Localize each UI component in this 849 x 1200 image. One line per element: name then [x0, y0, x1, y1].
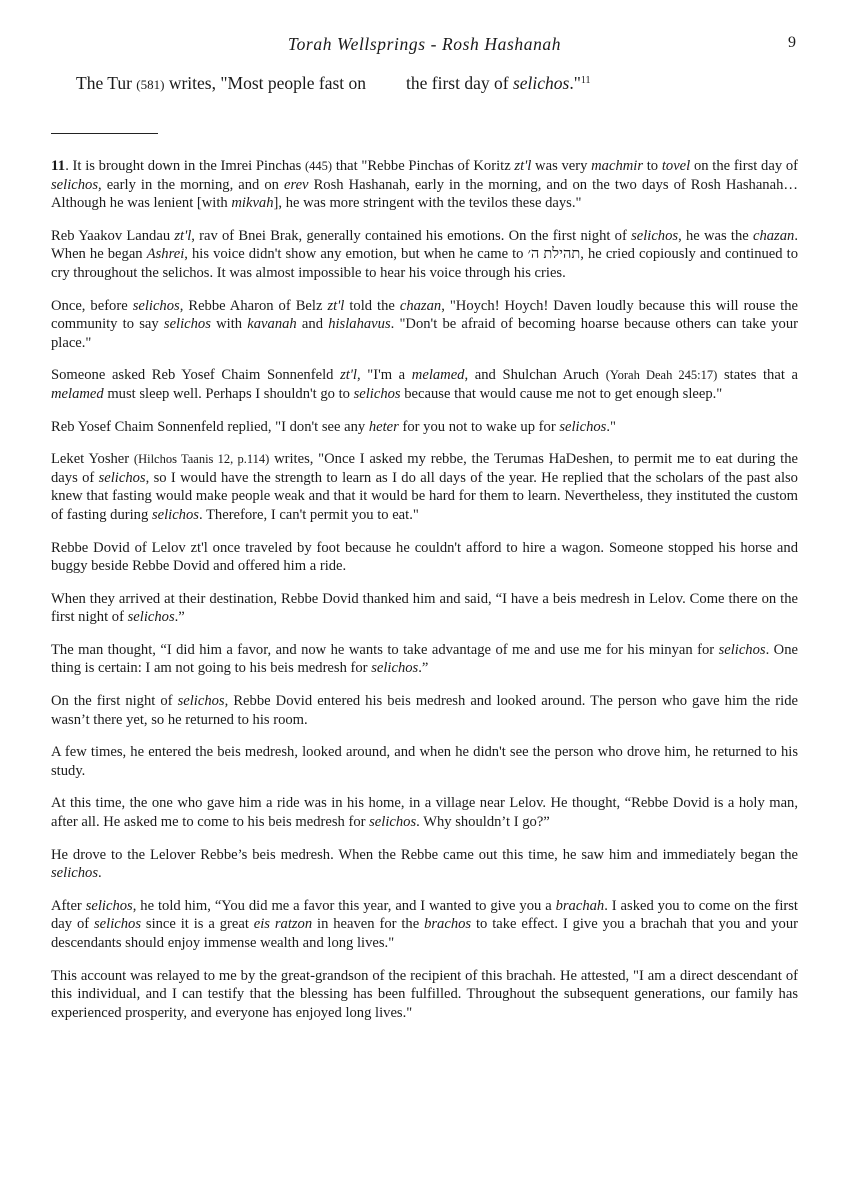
- running-title: Torah Wellsprings - Rosh Hashanah: [287, 34, 562, 54]
- italic-term: mikvah: [231, 195, 274, 212]
- text: that "Rebbe Pinchas of Koritz: [332, 158, 515, 174]
- source-reference: (Yorah Deah 245:17): [605, 368, 718, 383]
- italic-term: selichos: [98, 469, 146, 486]
- text: , "I'm a: [356, 367, 412, 384]
- paragraph-belz: [51, 297, 798, 353]
- text: was very: [531, 158, 592, 174]
- text: , Rebbe Dovid entered his beis medresh and looked around. The person who gave him the ride wasn’t there yet, so he returned to his room.: [51, 693, 798, 728]
- paragraph-lelov-6: [51, 794, 798, 831]
- text: , so I would have the strength to learn as I do all days of the year. He replied that the scholars of the past also knew that fasting would make people weak and that it would be hard for them to learn. Nevertheless, they instituted the custom of fasting during: [51, 469, 798, 523]
- text: .”: [174, 609, 185, 626]
- text: , Rebbe Aharon of Belz: [179, 297, 328, 314]
- italic-term: selichos: [85, 897, 133, 914]
- italic-term: selichos: [163, 316, 211, 333]
- hebrew-phrase: תהילת ה׳: [527, 246, 581, 263]
- italic-term: zt'l: [174, 227, 192, 244]
- footnote-number: 11: [51, 158, 66, 174]
- italic-term: selichos: [51, 865, 99, 882]
- text: in heaven for the: [312, 916, 425, 933]
- paragraph-lelov-7: [51, 846, 798, 883]
- text: The man thought, “I did him a favor, and now he wants to take advantage of me and use me for his minyan for: [51, 641, 719, 658]
- page-number: 9: [788, 34, 796, 51]
- italic-term: selichos: [151, 506, 199, 523]
- text: must sleep well. Perhaps I shouldn't go to: [103, 385, 354, 402]
- italic-term: melamed: [411, 367, 465, 384]
- text: .": [606, 418, 616, 435]
- italic-term: eis ratzon: [253, 916, 313, 933]
- text: because that would cause me not to get enough sleep.": [400, 385, 723, 402]
- italic-term: heter: [368, 418, 399, 435]
- main-text: .": [569, 73, 581, 93]
- text: , and Shulchan Aruch: [464, 367, 606, 384]
- text: , he was the: [678, 227, 753, 244]
- text: .: [98, 865, 102, 882]
- text: He drove to the Lelover Rebbe’s beis medresh. When the Rebbe came out this time, he saw him and immediately began the: [51, 846, 798, 863]
- running-header: [0, 34, 849, 56]
- text: . One thing is certain: I am not going to his beis medresh for: [51, 641, 798, 677]
- paragraph-sonnenfeld-answer: [51, 418, 798, 437]
- italic-term: selichos: [93, 916, 142, 933]
- text: , he cried copiously and continued to cry throughout the selichos. It was almost impossible to hear his voice through his cries.: [51, 246, 798, 281]
- text: . Therefore, I can't permit you to eat.": [198, 506, 419, 523]
- text: At this time, the one who gave him a ride was in his home, in a village near Lelov. He thought, “Rebbe Dovid is a holy man, after all. He asked me to come to his beis medresh for: [51, 795, 798, 831]
- italic-term: selichos: [631, 227, 679, 244]
- text: . When he began: [51, 227, 798, 263]
- text: states that a: [717, 367, 798, 384]
- italic-term: brachos: [424, 916, 472, 933]
- italic-term: selichos: [512, 73, 570, 93]
- paragraph-lelov-8: [51, 897, 798, 953]
- italic-term: selichos: [177, 693, 225, 710]
- source-reference: (Hilchos Taanis 12, p.114): [133, 452, 270, 467]
- main-text: writes, "Most people fast on: [164, 73, 367, 93]
- text: . It is brought down in the Imrei Pinchas: [65, 158, 306, 174]
- main-text: The Tur: [76, 73, 137, 93]
- text: Someone asked Reb Yosef Chaim Sonnenfeld: [51, 367, 341, 384]
- italic-term: selichos: [371, 660, 419, 677]
- paragraph-lelov-3: [51, 641, 798, 678]
- text: , he told him, “You did me a favor this year, and I wanted to give you a: [132, 897, 556, 914]
- paragraph-lelov-4: [51, 692, 798, 729]
- italic-term: selichos: [718, 641, 766, 658]
- text: for you not to wake up for: [398, 418, 560, 435]
- italic-term: selichos: [353, 385, 401, 402]
- italic-term: machmir: [591, 158, 644, 174]
- italic-term: melamed: [51, 385, 104, 402]
- text: Once, before: [51, 297, 133, 314]
- main-text-line: [76, 73, 591, 94]
- paragraph-sonnenfeld-question: [51, 366, 798, 403]
- source-reference: (581): [136, 77, 165, 92]
- text: , his voice didn't show any emotion, but when he came to: [184, 246, 528, 263]
- italic-term: erev: [283, 176, 309, 193]
- italic-term: zt'l: [514, 158, 532, 174]
- text: On the first night of: [51, 693, 178, 710]
- italic-term: selichos: [132, 297, 180, 314]
- text: , rav of Bnei Brak, generally contained his emotions. On the first night of: [191, 227, 632, 244]
- italic-term: zt'l: [340, 367, 357, 384]
- text: to take effect. I give you a brachah that you and your descendants should enjoy immense wealth and long lives.": [51, 916, 798, 951]
- text: Leket Yosher: [51, 451, 134, 468]
- text: Reb Yosef Chaim Sonnenfeld replied, "I don't see any: [51, 418, 369, 435]
- paragraph-lelov-2: [51, 590, 798, 627]
- footnote-marker: 11: [580, 75, 591, 86]
- italic-term: hislahavus: [328, 316, 391, 333]
- text: Reb Yaakov Landau: [51, 227, 175, 244]
- italic-term: kavanah: [247, 316, 297, 333]
- text: and: [296, 316, 329, 333]
- italic-term: chazan: [752, 227, 795, 244]
- text: . Why shouldn’t I go?”: [416, 814, 550, 831]
- italic-term: brachah: [555, 897, 605, 914]
- italic-term: selichos: [127, 609, 175, 626]
- paragraph-leket-yosher: [51, 450, 798, 524]
- text: . I asked you to come on the first day of: [51, 897, 798, 933]
- text: on the first day of: [690, 158, 798, 174]
- text: . "Don't be afraid of becoming hoarse because others can take your place.": [51, 316, 798, 351]
- footnote-11: [51, 157, 798, 213]
- text: Rosh Hashanah, early in the morning, and on the two days of Rosh Hashanah… Although he was lenient [with: [51, 176, 798, 212]
- text: told the: [344, 297, 400, 314]
- text: ], he was more stringent with the tevilos these days.": [273, 195, 582, 212]
- text: to: [643, 158, 662, 174]
- source-reference: (445): [305, 159, 333, 173]
- italic-term: chazan: [399, 297, 442, 314]
- text: When they arrived at their destination, Rebbe Dovid thanked him and said, “I have a beis medresh in Lelov. Come there on the first night of: [51, 590, 798, 626]
- text: , "Hoych! Hoych! Daven loudly because this will rouse the community to say: [51, 297, 798, 333]
- main-text: the first day of: [406, 73, 513, 93]
- italic-term: selichos: [51, 176, 99, 193]
- text: , early in the morning, and on: [98, 176, 284, 193]
- footnote-area: [51, 157, 798, 1036]
- italic-term: zt'l: [327, 297, 345, 314]
- italic-term: tovel: [661, 158, 691, 174]
- italic-term: selichos: [369, 814, 417, 831]
- text: writes, "Once I asked my rebbe, the Terumas HaDeshen, to permit me to eat during the days of: [51, 451, 798, 486]
- paragraph-landau: [51, 227, 798, 283]
- paragraph-lelov-9: This account was relayed to me by the great-grandson of the recipient of this brachah. He attested, "I am a direct descendant of this individual, and I can testify that the blessing has been fulfilled. Throughout the subsequent generations, our family has experienced prosperity, and everyone has enjoyed long lives.": [51, 967, 798, 1021]
- text: After: [51, 897, 86, 914]
- footnote-separator: [51, 133, 158, 134]
- paragraph-lelov-1: Rebbe Dovid of Lelov zt'l once traveled by foot because he couldn't afford to hire a wagon. Someone stopped his horse and buggy beside Rebbe Dovid and offered him a ride.: [51, 539, 798, 575]
- italic-term: Ashrei: [146, 246, 185, 263]
- paragraph-lelov-5: A few times, he entered the beis medresh, looked around, and when he didn't see the person who drove him, he returned to his study.: [51, 744, 798, 779]
- italic-term: selichos: [559, 418, 607, 435]
- text: since it is a great: [141, 916, 254, 933]
- text: .”: [418, 660, 429, 677]
- text: with: [210, 316, 248, 333]
